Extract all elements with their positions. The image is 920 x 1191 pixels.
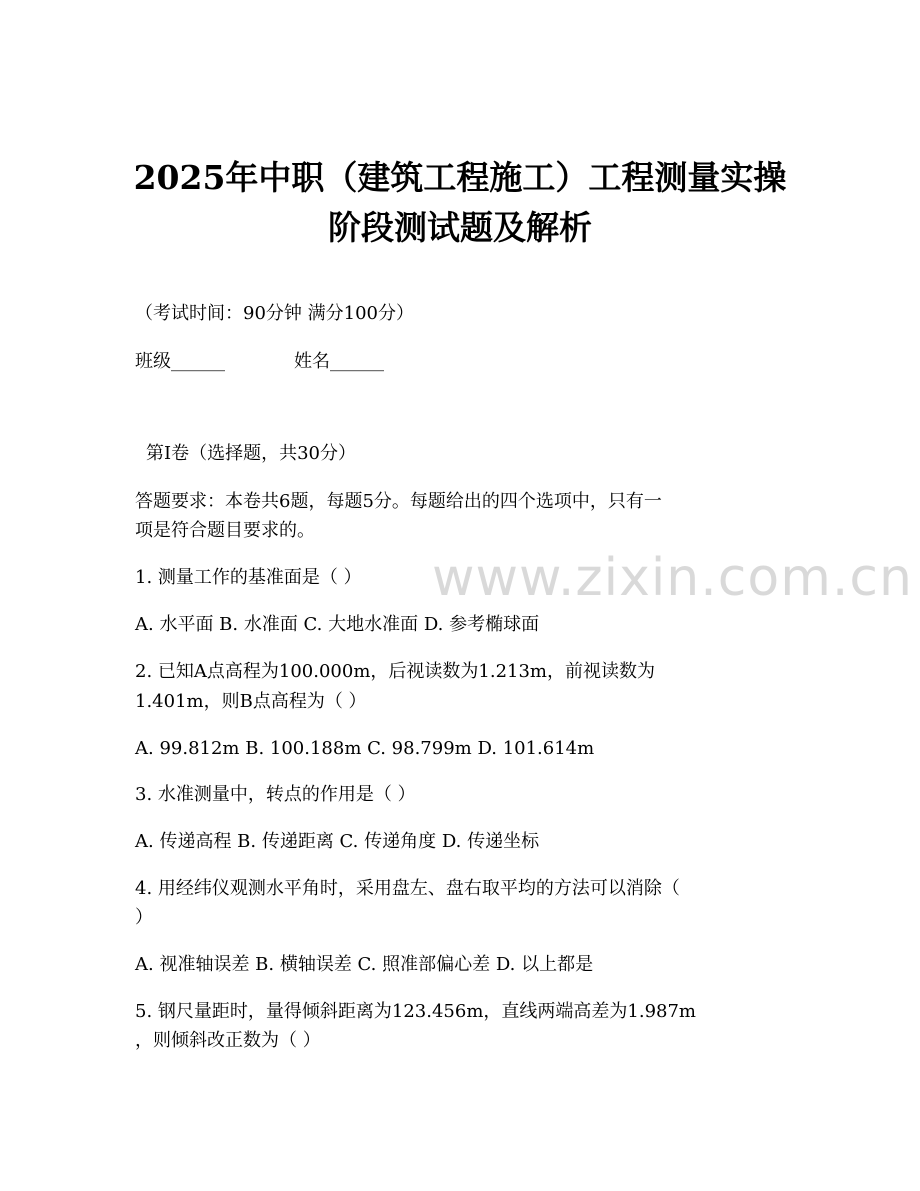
question-4-options: A. 视准轴误差 B. 横轴误差 C. 照准部偏心差 D. 以上都是	[135, 954, 594, 975]
question-2-stem-line-2: 1.401m，则B点高程为（ ）	[135, 691, 367, 712]
section-heading: 第I卷（选择题，共30分）	[146, 443, 357, 464]
document-title-line-1: 2025年中职（建筑工程施工）工程测量实操	[133, 158, 787, 197]
question-2-stem-line-1: 2. 已知A点高程为100.000m，后视读数为1.213m，前视读数为	[135, 661, 655, 682]
instructions-line-1: 答题要求：本卷共6题，每题5分。每题给出的四个选项中，只有一	[135, 491, 662, 512]
question-1-stem: 1. 测量工作的基准面是（ ）	[135, 567, 362, 588]
question-3-stem: 3. 水准测量中，转点的作用是（ ）	[135, 784, 416, 805]
question-5-stem-line-1: 5. 钢尺量距时，量得倾斜距离为123.456m，直线两端高差为1.987m	[135, 1001, 696, 1022]
instructions-line-2: 项是符合题目要求的。	[135, 520, 315, 541]
question-2-options: A. 99.812m B. 100.188m C. 98.799m D. 101.614m	[135, 738, 595, 759]
class-field: 班级______	[135, 351, 225, 372]
document-title-line-2: 阶段测试题及解析	[328, 208, 592, 247]
question-5-stem-line-2: ，则倾斜改正数为（ ）	[135, 1030, 321, 1051]
exam-info: （考试时间：90分钟 满分100分）	[135, 303, 414, 324]
question-3-options: A. 传递高程 B. 传递距离 C. 传递角度 D. 传递坐标	[135, 831, 540, 852]
watermark-text: www.zixin.com.cn	[432, 548, 913, 608]
name-field: 姓名______	[294, 351, 384, 372]
question-1-options: A. 水平面 B. 水准面 C. 大地水准面 D. 参考椭球面	[135, 614, 540, 635]
question-4-stem-line-1: 4. 用经纬仪观测水平角时，采用盘左、盘右取平均的方法可以消除（	[135, 878, 680, 899]
question-4-stem-line-2: ）	[135, 907, 153, 928]
